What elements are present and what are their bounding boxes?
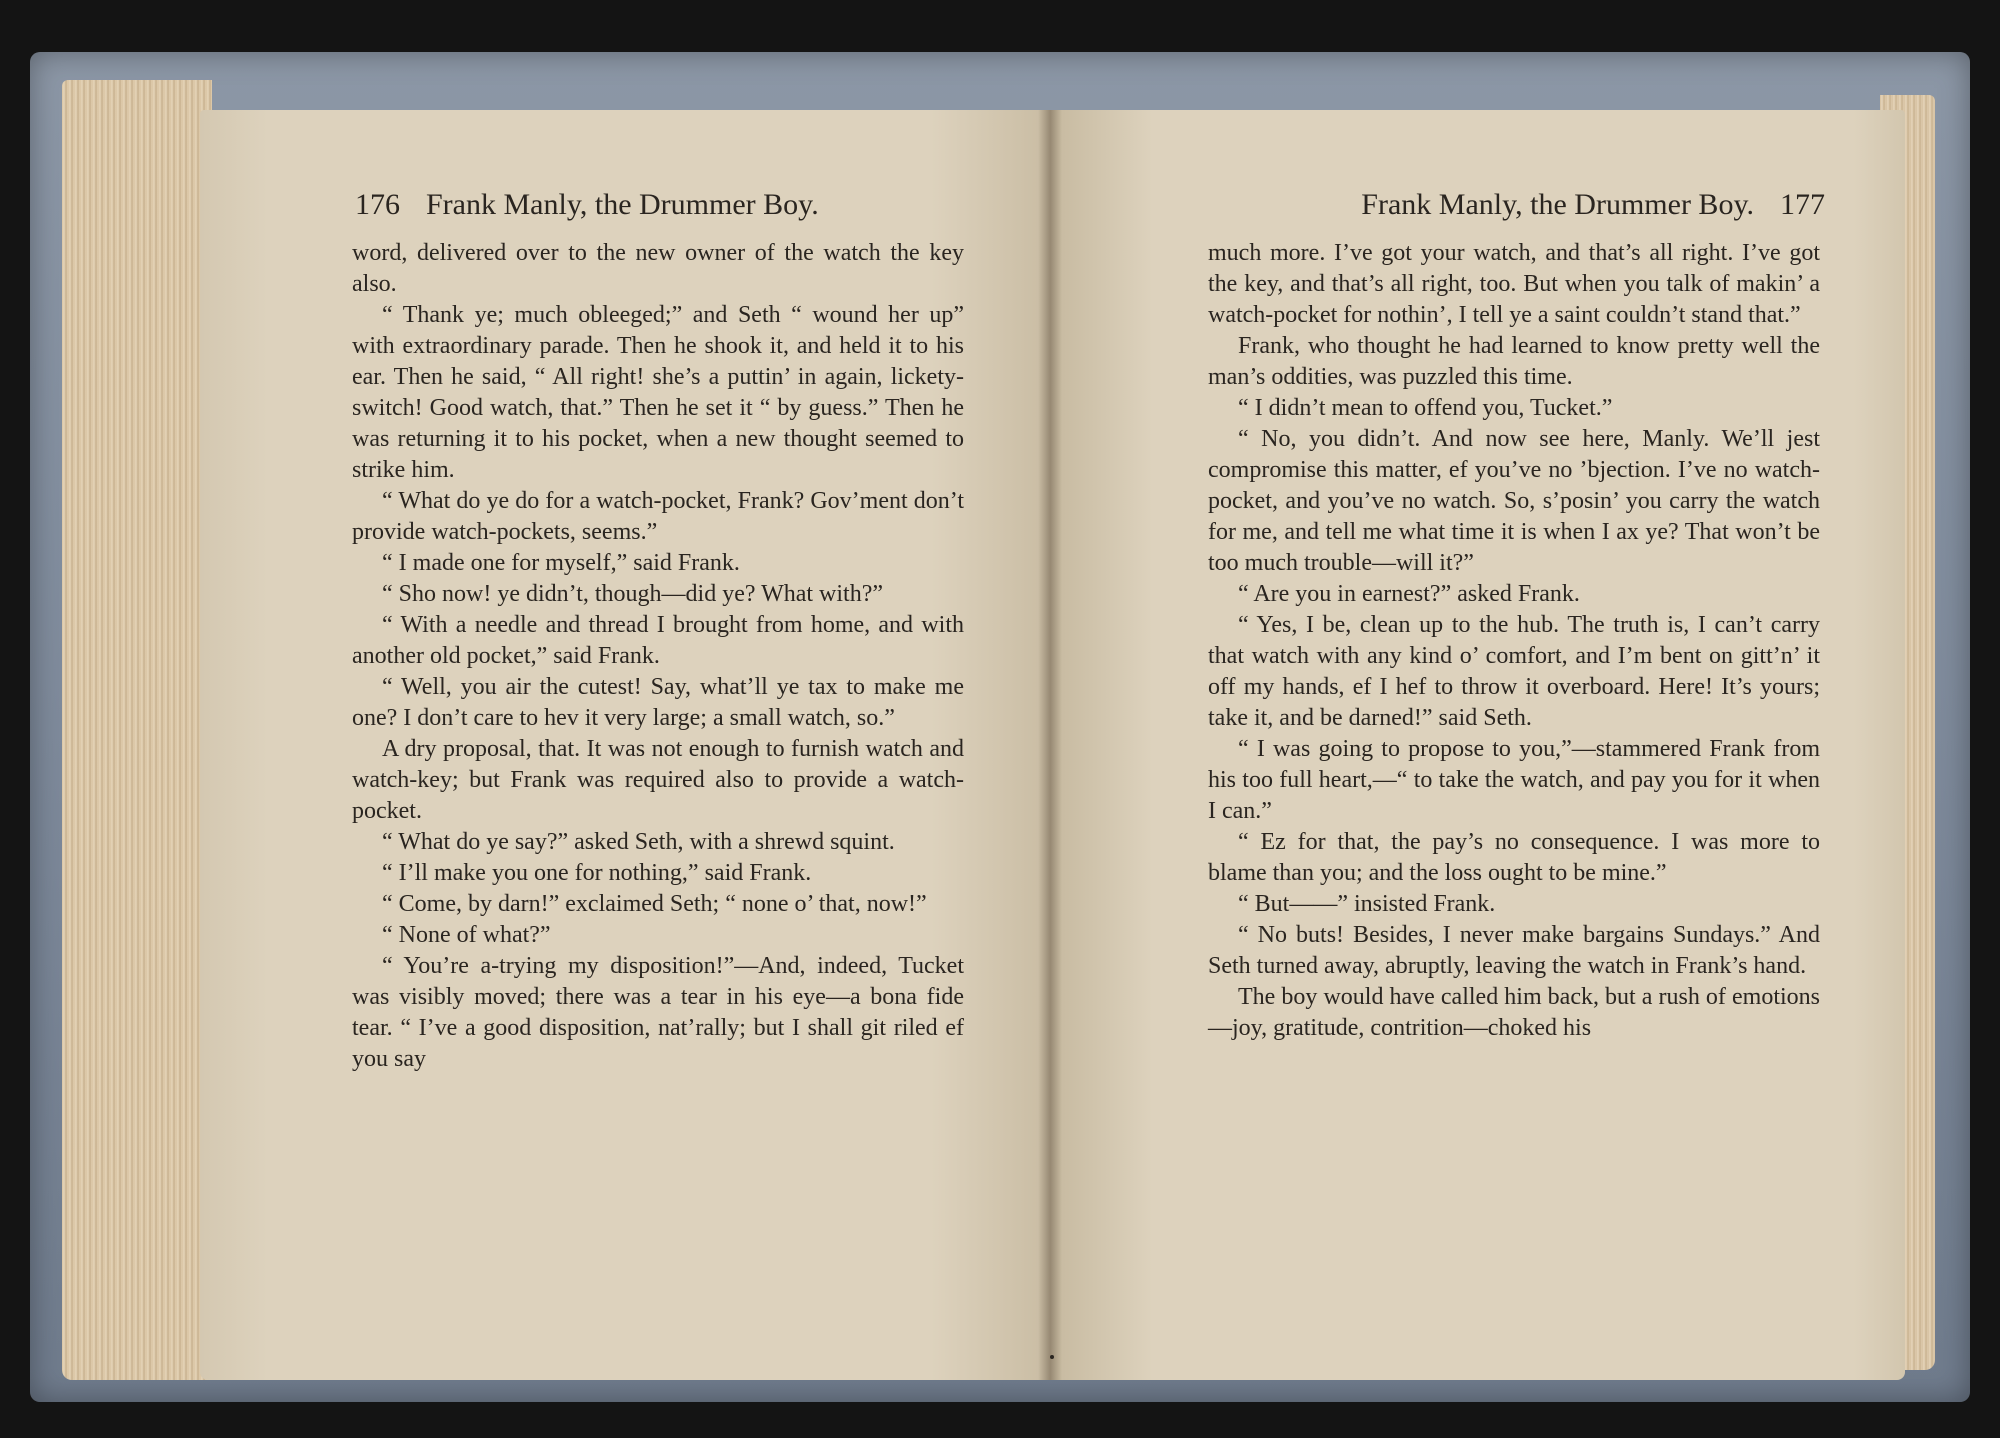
paragraph: “ What do ye do for a watch-pocket, Frank? Gov’ment don’t provide watch-pockets, seems.”: [352, 488, 964, 545]
page-number: 176: [355, 188, 400, 221]
paragraph: “ Are you in earnest?” asked Frank.: [1238, 581, 1580, 607]
paragraph: “ No buts! Besides, I never make bargains Sundays.” And Seth turned away, abruptly, leaving the watch in Frank’s hand.: [1208, 922, 1820, 979]
paragraph: “ I’ll make you one for nothing,” said Frank.: [382, 860, 812, 886]
paragraph: “ I was going to propose to you,”—stammered Frank from his too full heart,—“ to take the watch, and pay you for it when I can.”: [1208, 736, 1820, 824]
paragraph: “ I made one for myself,” said Frank.: [382, 550, 740, 576]
page-edges-left: [62, 80, 212, 1380]
paragraph: “ Well, you air the cutest! Say, what’ll ye tax to make me one? I don’t care to hev it very large; a small watch, so.”: [352, 674, 964, 731]
paragraph: “ You’re a-trying my disposition!”—And, indeed, Tucket was visibly moved; there was a tear in his eye—a bona fide tear. “ I’ve a good disposition, nat’rally; but I shall git riled ef you say: [352, 953, 964, 1072]
paragraph: “ With a needle and thread I brought from home, and with another old pocket,” said Frank.: [352, 612, 964, 669]
paragraph: Frank, who thought he had learned to know pretty well the man’s oddities, was puzzled this time.: [1208, 333, 1820, 390]
left-page-text: [352, 238, 964, 1075]
running-title: Frank Manly, the Drummer Boy.: [1361, 188, 1754, 221]
ink-dot: [1050, 1355, 1054, 1359]
paragraph: “ None of what?”: [382, 922, 551, 948]
paragraph: “ What do ye say?” asked Seth, with a shrewd squint.: [382, 829, 895, 855]
paragraph: “ No, you didn’t. And now see here, Manly. We’ll jest compromise this matter, ef you’ve no ’bjection. I’ve no watch-pocket, and you’ve no watch. So, s’posin’ you carry the watch for me, and tell me what time it is when I ax ye? That won’t be too much trouble—will it?”: [1208, 426, 1820, 576]
right-page: [1050, 110, 1905, 1380]
left-page: [200, 110, 1050, 1380]
paragraph: “ But——” insisted Frank.: [1238, 891, 1496, 917]
paragraph: much more. I’ve got your watch, and that’s all right. I’ve got the key, and that’s all right, too. But when you talk of makin’ a watch-pocket for nothin’, I tell ye a saint couldn’t stand that.”: [1208, 240, 1820, 328]
book-gutter: [1038, 110, 1062, 1380]
paragraph: A dry proposal, that. It was not enough to furnish watch and watch-key; but Frank was required also to provide a watch-pocket.: [352, 736, 964, 824]
paragraph: The boy would have called him back, but a rush of emotions—joy, gratitude, contrition—choked his: [1208, 984, 1820, 1041]
paragraph: “ I didn’t mean to offend you, Tucket.”: [1238, 395, 1613, 421]
paragraph: “ Come, by darn!” exclaimed Seth; “ none o’ that, now!”: [382, 891, 927, 917]
page-number: 177: [1780, 188, 1825, 221]
paragraph: “ Ez for that, the pay’s no consequence. I was more to blame than you; and the loss ought to be mine.”: [1208, 829, 1820, 886]
paragraph: “ Yes, I be, clean up to the hub. The truth is, I can’t carry that watch with any kind o’ comfort, and I’m bent on gitt’n’ it off my hands, ef I hef to throw it overboard. Here! It’s yours; take it, and be darned!” said Seth.: [1208, 612, 1820, 731]
paragraph: “ Sho now! ye didn’t, though—did ye? What with?”: [382, 581, 884, 607]
running-title: Frank Manly, the Drummer Boy.: [426, 188, 819, 221]
paragraph: “ Thank ye; much obleeged;” and Seth “ wound her up” with extraordinary parade. Then he shook it, and held it to his ear. Then he said, “ All right! she’s a puttin’ in again, lickety-switch! Good watch, that.” Then he set it “ by guess.” Then he was returning it to his pocket, when a new thought seemed to strike him.: [352, 302, 964, 483]
right-page-header: [1215, 188, 1825, 228]
left-page-header: [355, 188, 995, 228]
right-page-text: [1208, 238, 1820, 1044]
paragraph: word, delivered over to the new owner of the watch the key also.: [352, 240, 964, 297]
